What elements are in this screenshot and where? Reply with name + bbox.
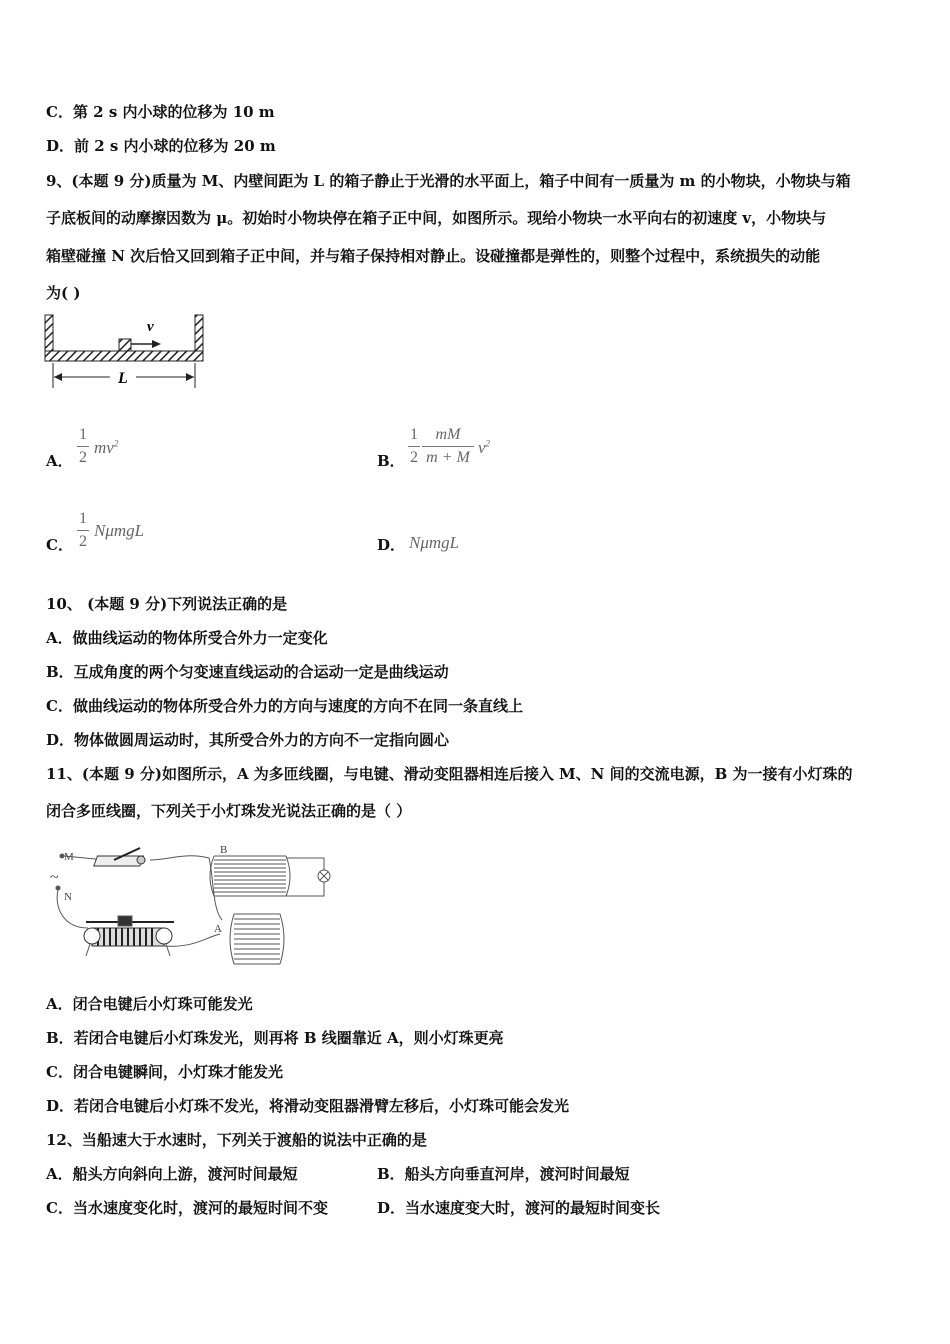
box-floor: [45, 351, 203, 361]
q8-option-c: C．第 2 s 内小球的位移为 10 m: [46, 103, 275, 121]
q10-stem: 10、 (本题 9 分)下列说法正确的是: [46, 595, 288, 613]
q9-stem-line3: 箱壁碰撞 N 次后恰又回到箱子正中间，并与箱子保持相对静止。设碰撞都是弹性的，则整个过程中，系统损失的动能: [46, 247, 821, 265]
length-label: L: [118, 370, 128, 387]
q9-stem-line1: 9、(本题 9 分)质量为 M、内壁间距为 L 的箱子静止于光滑的水平面上，箱子中间有一质量为 m 的小物块，小物块与箱: [46, 172, 851, 190]
q9-option-b-expr: $v^2$: [478, 438, 491, 457]
q9-option-a-fraction: 1 2: [79, 426, 87, 466]
q10-option-d: D．物体做圆周运动时，其所受合外力的方向不一定指向圆心: [46, 731, 450, 749]
q9-option-b-letter: B．: [377, 452, 405, 470]
q11-option-a: A．闭合电键后小灯珠可能发光: [46, 995, 253, 1013]
velocity-label: v: [147, 319, 154, 335]
box-figure: [40, 310, 212, 392]
q12-option-a: A．船头方向斜向上游，渡河时间最短: [46, 1165, 298, 1183]
coil-b: [210, 856, 330, 896]
q9-option-d-expr: NμmgL: [409, 533, 460, 552]
q11-option-c: C．闭合电键瞬间，小灯珠才能发光: [46, 1063, 283, 1081]
q9-option-a-letter: A．: [46, 452, 73, 470]
q9-option-a-expr: $mv^2$: [94, 438, 119, 457]
q9-stem-line2: 子底板间的动摩擦因数为 μ。初始时小物块停在箱子正中间，如图所示。现给小物块一水平向右的初速度 v，小物块与: [46, 209, 827, 227]
q10-option-a: A．做曲线运动的物体所受合外力一定变化: [46, 629, 328, 647]
label-n: N: [64, 891, 72, 903]
q9-option-c-expr: NμmgL: [94, 521, 145, 540]
q12-option-c: C．当水速度变化时，渡河的最短时间不变: [46, 1199, 328, 1217]
q11-stem-line2: 闭合多匝线圈，下列关于小灯珠发光说法正确的是（ ）: [46, 802, 412, 820]
small-block: [119, 339, 131, 351]
q9-option-b-fraction: 1 2: [410, 426, 418, 466]
q8-option-d: D．前 2 s 内小球的位移为 20 m: [46, 137, 276, 155]
q12-option-b: B．船头方向垂直河岸，渡河时间最短: [377, 1165, 630, 1183]
q9-stem-line4: 为( ): [46, 284, 81, 302]
q9-option-b-mass-fraction: mM m + M: [422, 426, 474, 467]
terminal-n: [56, 886, 60, 890]
q10-option-c: C．做曲线运动的物体所受合外力的方向与速度的方向不在同一条直线上: [46, 697, 523, 715]
label-b: B: [220, 844, 228, 856]
q10-option-b: B．互成角度的两个匀变速直线运动的合运动一定是曲线运动: [46, 663, 449, 681]
rheostat: [84, 916, 174, 956]
circuit-figure: [44, 838, 334, 972]
q11-option-b: B．若闭合电键后小灯珠发光，则再将 B 线圈靠近 A，则小灯珠更亮: [46, 1029, 504, 1047]
knife-switch: [94, 848, 145, 866]
ac-symbol: ~: [50, 869, 59, 886]
q9-option-c-letter: C．: [46, 536, 73, 554]
q11-stem-line1: 11、(本题 9 分)如图所示，A 为多匝线圈，与电键、滑动变阻器相连后接入 M、N 间的交流电源，B 为一接有小灯珠的: [46, 765, 853, 783]
q11-option-d: D．若闭合电键后小灯珠不发光，将滑动变阻器滑臂左移后，小灯珠可能会发光: [46, 1097, 570, 1115]
label-a: A: [214, 923, 222, 935]
q9-option-c-fraction: 1 2: [79, 510, 87, 550]
label-m: M: [64, 851, 74, 863]
q12-stem: 12、当船速大于水速时，下列关于渡船的说法中正确的是: [46, 1131, 427, 1149]
q12-option-d: D．当水速度变大时，渡河的最短时间变长: [377, 1199, 661, 1217]
coil-a: [230, 914, 284, 964]
q9-option-d-letter: D．: [377, 536, 406, 554]
